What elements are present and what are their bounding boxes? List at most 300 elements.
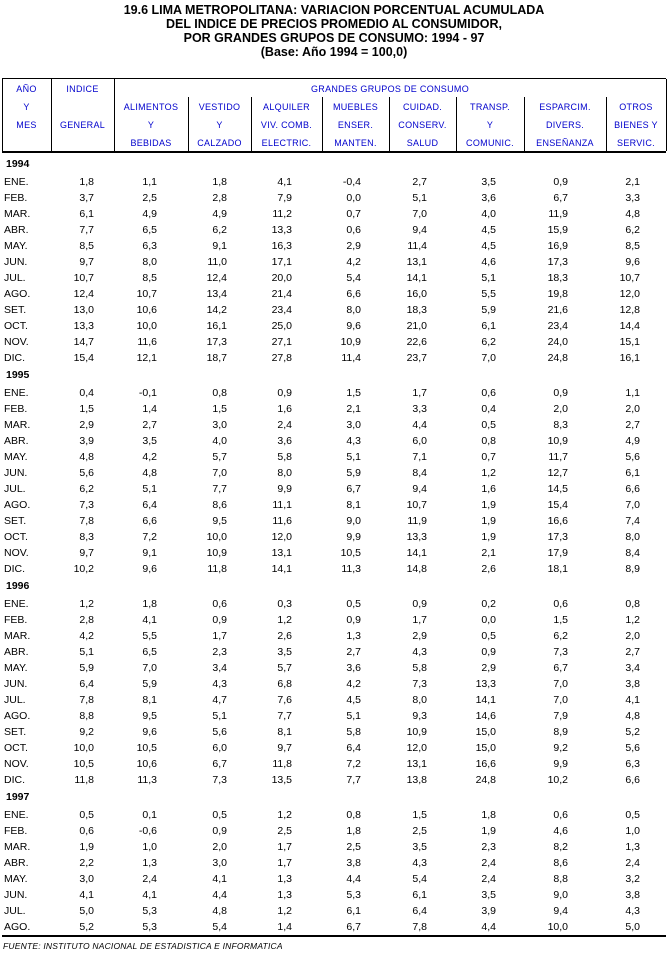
table-cell: 3,6 xyxy=(277,435,292,447)
month-label: ENE. xyxy=(4,598,29,610)
table-cell: 2,4 xyxy=(142,873,157,885)
table-row xyxy=(0,514,668,530)
table-cell: 6,2 xyxy=(625,224,640,236)
table-cell: 2,7 xyxy=(412,176,427,188)
table-cell: 7,9 xyxy=(277,192,292,204)
title-line-4: (Base: Año 1994 = 100,0) xyxy=(260,45,408,59)
month-label: SET. xyxy=(4,515,27,527)
month-label: DIC. xyxy=(4,774,25,786)
table-cell: 7,7 xyxy=(212,483,227,495)
table-cell: 10,7 xyxy=(73,272,94,284)
table-cell: 15,4 xyxy=(547,499,568,511)
table-cell: 10,9 xyxy=(406,726,427,738)
table-cell: 10,0 xyxy=(206,531,227,543)
table-cell: 1,3 xyxy=(277,873,292,885)
table-cell: 14,5 xyxy=(547,483,568,495)
table-cell: 7,3 xyxy=(553,646,568,658)
month-label: AGO. xyxy=(4,921,31,933)
table-cell: 9,6 xyxy=(346,320,361,332)
table-cell: 7,1 xyxy=(412,451,427,463)
table-cell: 10,9 xyxy=(547,435,568,447)
table-cell: 1,4 xyxy=(277,921,292,933)
table-cell: 10,0 xyxy=(73,742,94,754)
header-group-col: CONSERV. xyxy=(398,120,447,130)
table-cell: 15,1 xyxy=(619,336,640,348)
table-cell: 4,8 xyxy=(625,710,640,722)
table-cell: 12,7 xyxy=(547,467,568,479)
table-row xyxy=(0,888,668,904)
table-cell: 0,6 xyxy=(79,825,94,837)
table-cell: 6,2 xyxy=(553,630,568,642)
table-cell: 0,0 xyxy=(481,614,496,626)
header-group-col: DIVERS. xyxy=(545,120,585,130)
table-cell: 7,3 xyxy=(412,678,427,690)
table-cell: 15,9 xyxy=(547,224,568,236)
header-anio: Y xyxy=(23,102,30,112)
table-row xyxy=(0,562,668,578)
table-row xyxy=(0,725,668,741)
table-cell: 2,6 xyxy=(481,563,496,575)
table-cell: 18,3 xyxy=(547,272,568,284)
month-label: NOV. xyxy=(4,758,29,770)
month-label: SET. xyxy=(4,304,27,316)
table-cell: 27,1 xyxy=(271,336,292,348)
table-cell: 3,6 xyxy=(481,192,496,204)
table-row xyxy=(0,351,668,367)
table-cell: 1,2 xyxy=(277,809,292,821)
table-cell: 3,5 xyxy=(277,646,292,658)
table-cell: 9,7 xyxy=(277,742,292,754)
table-cell: 3,4 xyxy=(625,662,640,674)
month-label: FEB. xyxy=(4,192,28,204)
table-cell: 11,6 xyxy=(272,515,292,527)
table-cell: 17,9 xyxy=(547,547,568,559)
table-row xyxy=(0,824,668,840)
table-cell: 0,7 xyxy=(481,451,496,463)
table-cell: 1,6 xyxy=(277,403,292,415)
table-cell: 10,2 xyxy=(73,563,94,575)
table-cell: 9,1 xyxy=(142,547,157,559)
table-cell: 6,1 xyxy=(346,905,361,917)
table-cell: 0,2 xyxy=(481,598,496,610)
table-cell: 12,0 xyxy=(619,288,640,300)
table-cell: 6,7 xyxy=(553,192,568,204)
source-note: FUENTE: INSTITUTO NACIONAL DE ESTADISTICA E INFORMATICA xyxy=(3,941,283,951)
table-cell: 1,7 xyxy=(277,841,292,853)
table-cell: 0,8 xyxy=(346,809,361,821)
table-cell: 14,8 xyxy=(406,563,427,575)
table-cell: 2,4 xyxy=(277,419,292,431)
month-label: JUN. xyxy=(4,889,28,901)
month-label: ENE. xyxy=(4,809,29,821)
table-cell: 15,4 xyxy=(73,352,94,364)
table-cell: 6,7 xyxy=(346,483,361,495)
table-cell: 7,2 xyxy=(142,531,157,543)
table-cell: 6,1 xyxy=(79,208,94,220)
table-cell: 14,1 xyxy=(406,547,427,559)
table-cell: 5,0 xyxy=(625,921,640,933)
month-label: DIC. xyxy=(4,563,25,575)
table-cell: 2,7 xyxy=(142,419,157,431)
table-cell: 11,3 xyxy=(341,563,361,575)
table-cell: 1,2 xyxy=(79,598,94,610)
table-bottom-rule xyxy=(2,935,666,937)
table-cell: 1,9 xyxy=(481,825,496,837)
table-cell: 0,5 xyxy=(79,809,94,821)
table-row xyxy=(0,709,668,725)
table-cell: 2,5 xyxy=(142,192,157,204)
table-cell: 2,8 xyxy=(79,614,94,626)
table-cell: 14,1 xyxy=(271,563,292,575)
header-anio: AÑO xyxy=(16,84,37,94)
table-row xyxy=(0,677,668,693)
table-cell: 0,7 xyxy=(346,208,361,220)
table-row xyxy=(0,693,668,709)
table-cell: 2,4 xyxy=(481,857,496,869)
header-group-col: MANTEN. xyxy=(334,138,377,148)
month-label: MAY. xyxy=(4,662,28,674)
table-cell: 6,6 xyxy=(625,774,640,786)
table-cell: 0,5 xyxy=(346,598,361,610)
table-cell: 4,1 xyxy=(79,889,94,901)
table-cell: 9,4 xyxy=(412,483,427,495)
table-cell: 7,4 xyxy=(625,515,640,527)
table-cell: 6,7 xyxy=(212,758,227,770)
table-cell: 8,9 xyxy=(553,726,568,738)
table-cell: 1,1 xyxy=(625,387,640,399)
table-cell: 17,3 xyxy=(547,531,568,543)
month-label: JUN. xyxy=(4,467,28,479)
table-cell: 1,6 xyxy=(481,483,496,495)
table-cell: 2,7 xyxy=(625,646,640,658)
header-group-col: Y xyxy=(147,120,155,130)
table-cell: 1,1 xyxy=(142,176,157,188)
table-cell: 1,3 xyxy=(142,857,157,869)
table-cell: 1,9 xyxy=(481,499,496,511)
table-cell: 6,5 xyxy=(142,224,157,236)
table-cell: 7,8 xyxy=(79,694,94,706)
table-cell: 1,7 xyxy=(412,387,427,399)
header-group-col: VIV. COMB. xyxy=(260,120,313,130)
table-cell: 0,9 xyxy=(553,387,568,399)
table-row xyxy=(0,808,668,824)
table-cell: 11,0 xyxy=(207,256,227,268)
table-cell: 12,0 xyxy=(406,742,427,754)
year-label: 1994 xyxy=(6,158,30,170)
table-cell: 12,0 xyxy=(271,531,292,543)
table-row xyxy=(0,530,668,546)
table-cell: 22,6 xyxy=(406,336,427,348)
table-cell: 9,6 xyxy=(625,256,640,268)
table-cell: 11,8 xyxy=(272,758,292,770)
table-cell: 9,0 xyxy=(346,515,361,527)
month-label: AGO. xyxy=(4,710,31,722)
table-cell: 10,7 xyxy=(619,272,640,284)
table-cell: 5,5 xyxy=(481,288,496,300)
table-cell: 2,1 xyxy=(481,547,496,559)
table-cell: 0,6 xyxy=(212,598,227,610)
table-cell: 6,7 xyxy=(553,662,568,674)
table-row xyxy=(0,271,668,287)
table-cell: 8,1 xyxy=(346,499,361,511)
table-cell: 5,1 xyxy=(346,451,361,463)
table-cell: 5,9 xyxy=(346,467,361,479)
table-cell: 0,9 xyxy=(412,598,427,610)
month-label: MAR. xyxy=(4,630,31,642)
table-cell: 7,0 xyxy=(625,499,640,511)
table-cell: 13,3 xyxy=(406,531,427,543)
table-row xyxy=(0,207,668,223)
table-cell: 1,7 xyxy=(212,630,227,642)
table-cell: 4,3 xyxy=(412,646,427,658)
table-cell: 5,1 xyxy=(142,483,157,495)
header-grupos-title: GRANDES GRUPOS DE CONSUMO xyxy=(310,84,470,94)
header-group-col: CALZADO xyxy=(197,138,242,148)
table-cell: 8,6 xyxy=(553,857,568,869)
table-cell: 5,4 xyxy=(346,272,361,284)
table-cell: 0,6 xyxy=(346,224,361,236)
table-cell: 6,2 xyxy=(481,336,496,348)
header-group-col: Y xyxy=(486,120,494,130)
table-cell: 5,1 xyxy=(79,646,94,658)
table-cell: 5,5 xyxy=(142,630,157,642)
table-cell: 14,7 xyxy=(73,336,94,348)
table-cell: 1,5 xyxy=(412,809,427,821)
month-label: OCT. xyxy=(4,742,28,754)
table-cell: 9,5 xyxy=(142,710,157,722)
table-row xyxy=(0,402,668,418)
table-cell: 4,3 xyxy=(625,905,640,917)
year-label: 1995 xyxy=(6,369,30,381)
table-cell: 2,8 xyxy=(212,192,227,204)
table-cell: 5,2 xyxy=(79,921,94,933)
table-row xyxy=(0,450,668,466)
table-cell: 4,0 xyxy=(212,435,227,447)
table-cell: 5,6 xyxy=(212,726,227,738)
table-cell: 7,0 xyxy=(212,467,227,479)
month-label: OCT. xyxy=(4,320,28,332)
table-cell: 27,8 xyxy=(271,352,292,364)
header-group-col: ELECTRIC. xyxy=(261,138,312,148)
table-cell: 5,1 xyxy=(481,272,496,284)
table-cell: 0,6 xyxy=(553,809,568,821)
table-cell: 0,5 xyxy=(212,809,227,821)
table-cell: 5,1 xyxy=(212,710,227,722)
table-cell: 6,0 xyxy=(412,435,427,447)
table-cell: 1,2 xyxy=(277,614,292,626)
table-row xyxy=(0,629,668,645)
table-cell: 9,0 xyxy=(553,889,568,901)
table-cell: 0,5 xyxy=(481,419,496,431)
table-cell: 2,5 xyxy=(412,825,427,837)
table-cell: 21,6 xyxy=(547,304,568,316)
table-cell: 1,3 xyxy=(625,841,640,853)
table-row xyxy=(0,597,668,613)
month-label: MAR. xyxy=(4,841,31,853)
table-cell: 7,0 xyxy=(481,352,496,364)
table-row xyxy=(0,418,668,434)
header-group-col: MUEBLES xyxy=(332,102,379,112)
table-cell: 8,1 xyxy=(142,694,157,706)
table-cell: 5,3 xyxy=(142,905,157,917)
month-label: OCT. xyxy=(4,531,28,543)
month-label: JUL. xyxy=(4,272,26,284)
table-cell: 7,3 xyxy=(212,774,227,786)
table-cell: 1,2 xyxy=(277,905,292,917)
table-cell: 4,2 xyxy=(346,678,361,690)
table-cell: 5,7 xyxy=(212,451,227,463)
table-cell: 9,9 xyxy=(553,758,568,770)
table-cell: 7,9 xyxy=(553,710,568,722)
table-cell: 1,5 xyxy=(212,403,227,415)
table-cell: 4,5 xyxy=(346,694,361,706)
table-cell: 0,9 xyxy=(346,614,361,626)
table-cell: 14,1 xyxy=(475,694,496,706)
table-cell: 24,8 xyxy=(475,774,496,786)
table-row xyxy=(0,856,668,872)
table-cell: 13,0 xyxy=(73,304,94,316)
table-cell: 5,8 xyxy=(412,662,427,674)
table-cell: 13,1 xyxy=(406,758,427,770)
month-label: JUL. xyxy=(4,905,26,917)
table-cell: 2,0 xyxy=(625,630,640,642)
table-row xyxy=(0,287,668,303)
table-cell: 8,5 xyxy=(625,240,640,252)
table-cell: 11,8 xyxy=(207,563,227,575)
table-cell: 4,8 xyxy=(212,905,227,917)
table-cell: 5,8 xyxy=(277,451,292,463)
table-cell: 9,2 xyxy=(553,742,568,754)
table-cell: 0,3 xyxy=(277,598,292,610)
header-group-col: CUIDAD. xyxy=(402,102,443,112)
table-cell: 8,9 xyxy=(625,563,640,575)
table-cell: 9,9 xyxy=(346,531,361,543)
header-group-col: ALIMENTOS xyxy=(123,102,179,112)
table-cell: 1,2 xyxy=(625,614,640,626)
table-cell: 11,6 xyxy=(137,336,157,348)
table-cell: 4,5 xyxy=(481,224,496,236)
table-row xyxy=(0,661,668,677)
header-group-col: BEBIDAS xyxy=(130,138,172,148)
table-cell: 3,5 xyxy=(142,435,157,447)
table-cell: 0,9 xyxy=(212,825,227,837)
table-cell: 13,5 xyxy=(271,774,292,786)
table-cell: 1,8 xyxy=(212,176,227,188)
month-label: ABR. xyxy=(4,857,29,869)
table-cell: 21,4 xyxy=(271,288,292,300)
table-cell: 7,8 xyxy=(412,921,427,933)
table-cell: 4,4 xyxy=(481,921,496,933)
table-cell: 1,8 xyxy=(79,176,94,188)
table-row xyxy=(0,498,668,514)
table-cell: 0,4 xyxy=(481,403,496,415)
table-cell: 12,8 xyxy=(619,304,640,316)
table-row xyxy=(0,223,668,239)
table-cell: 8,8 xyxy=(553,873,568,885)
table-row xyxy=(0,319,668,335)
table-cell: 21,0 xyxy=(406,320,427,332)
table-row xyxy=(0,904,668,920)
table-cell: 0,0 xyxy=(346,192,361,204)
table-cell: 6,8 xyxy=(277,678,292,690)
table-cell: 4,2 xyxy=(79,630,94,642)
month-label: MAY. xyxy=(4,240,28,252)
table-cell: 5,1 xyxy=(346,710,361,722)
month-label: JUN. xyxy=(4,256,28,268)
table-cell: 8,3 xyxy=(79,531,94,543)
table-cell: 2,9 xyxy=(412,630,427,642)
title-line-1: 19.6 LIMA METROPOLITANA: VARIACION PORCENTUAL ACUMULADA xyxy=(123,3,545,17)
table-cell: 3,8 xyxy=(625,678,640,690)
table-cell: 4,1 xyxy=(142,614,157,626)
table-cell: 0,8 xyxy=(481,435,496,447)
table-row xyxy=(0,645,668,661)
month-label: NOV. xyxy=(4,547,29,559)
table-cell: 12,1 xyxy=(136,352,157,364)
table-cell: 0,5 xyxy=(625,809,640,821)
table-cell: 2,1 xyxy=(625,176,640,188)
month-label: NOV. xyxy=(4,336,29,348)
table-cell: 11,3 xyxy=(137,774,157,786)
month-label: AGO. xyxy=(4,499,31,511)
table-cell: 6,2 xyxy=(79,483,94,495)
table-cell: 4,8 xyxy=(625,208,640,220)
month-label: DIC. xyxy=(4,352,25,364)
header-group-col: ESPARCIM. xyxy=(539,102,591,112)
header-group-col: Y xyxy=(216,120,223,130)
table-row xyxy=(0,335,668,351)
table-cell: 8,4 xyxy=(412,467,427,479)
header-group-col: ENSEÑANZA xyxy=(536,138,594,148)
table-row xyxy=(0,872,668,888)
table-cell: 1,9 xyxy=(79,841,94,853)
table-cell: 4,9 xyxy=(212,208,227,220)
table-cell: 10,0 xyxy=(547,921,568,933)
table-cell: 18,7 xyxy=(206,352,227,364)
table-cell: 16,1 xyxy=(619,352,640,364)
table-cell: 23,7 xyxy=(406,352,427,364)
table-cell: 4,2 xyxy=(142,451,157,463)
table-cell: 9,4 xyxy=(553,905,568,917)
table-cell: 6,1 xyxy=(625,467,640,479)
table-cell: 9,2 xyxy=(79,726,94,738)
table-cell: 1,3 xyxy=(277,889,292,901)
table-cell: 11,4 xyxy=(341,352,361,364)
table-cell: 1,8 xyxy=(142,598,157,610)
table-cell: 14,6 xyxy=(475,710,496,722)
table-cell: 7,8 xyxy=(79,515,94,527)
table-cell: 10,5 xyxy=(340,547,361,559)
table-cell: 8,8 xyxy=(79,710,94,722)
header-group-col: BIENES Y xyxy=(614,120,658,130)
table-cell: 6,6 xyxy=(346,288,361,300)
table-cell: 9,5 xyxy=(212,515,227,527)
header-indice: INDICE xyxy=(66,84,99,94)
table-cell: 2,9 xyxy=(346,240,361,252)
table-cell: 2,3 xyxy=(481,841,496,853)
table-row xyxy=(0,741,668,757)
table-cell: 4,1 xyxy=(625,694,640,706)
table-cell: 5,1 xyxy=(412,192,427,204)
month-label: JUN. xyxy=(4,678,28,690)
table-cell: 4,4 xyxy=(346,873,361,885)
month-label: ENE. xyxy=(4,176,29,188)
year-label: 1996 xyxy=(6,580,30,592)
header-group-col: SERVIC. xyxy=(617,138,655,148)
table-cell: 3,0 xyxy=(79,873,94,885)
table-cell: 16,9 xyxy=(547,240,568,252)
table-cell: 3,4 xyxy=(212,662,227,674)
